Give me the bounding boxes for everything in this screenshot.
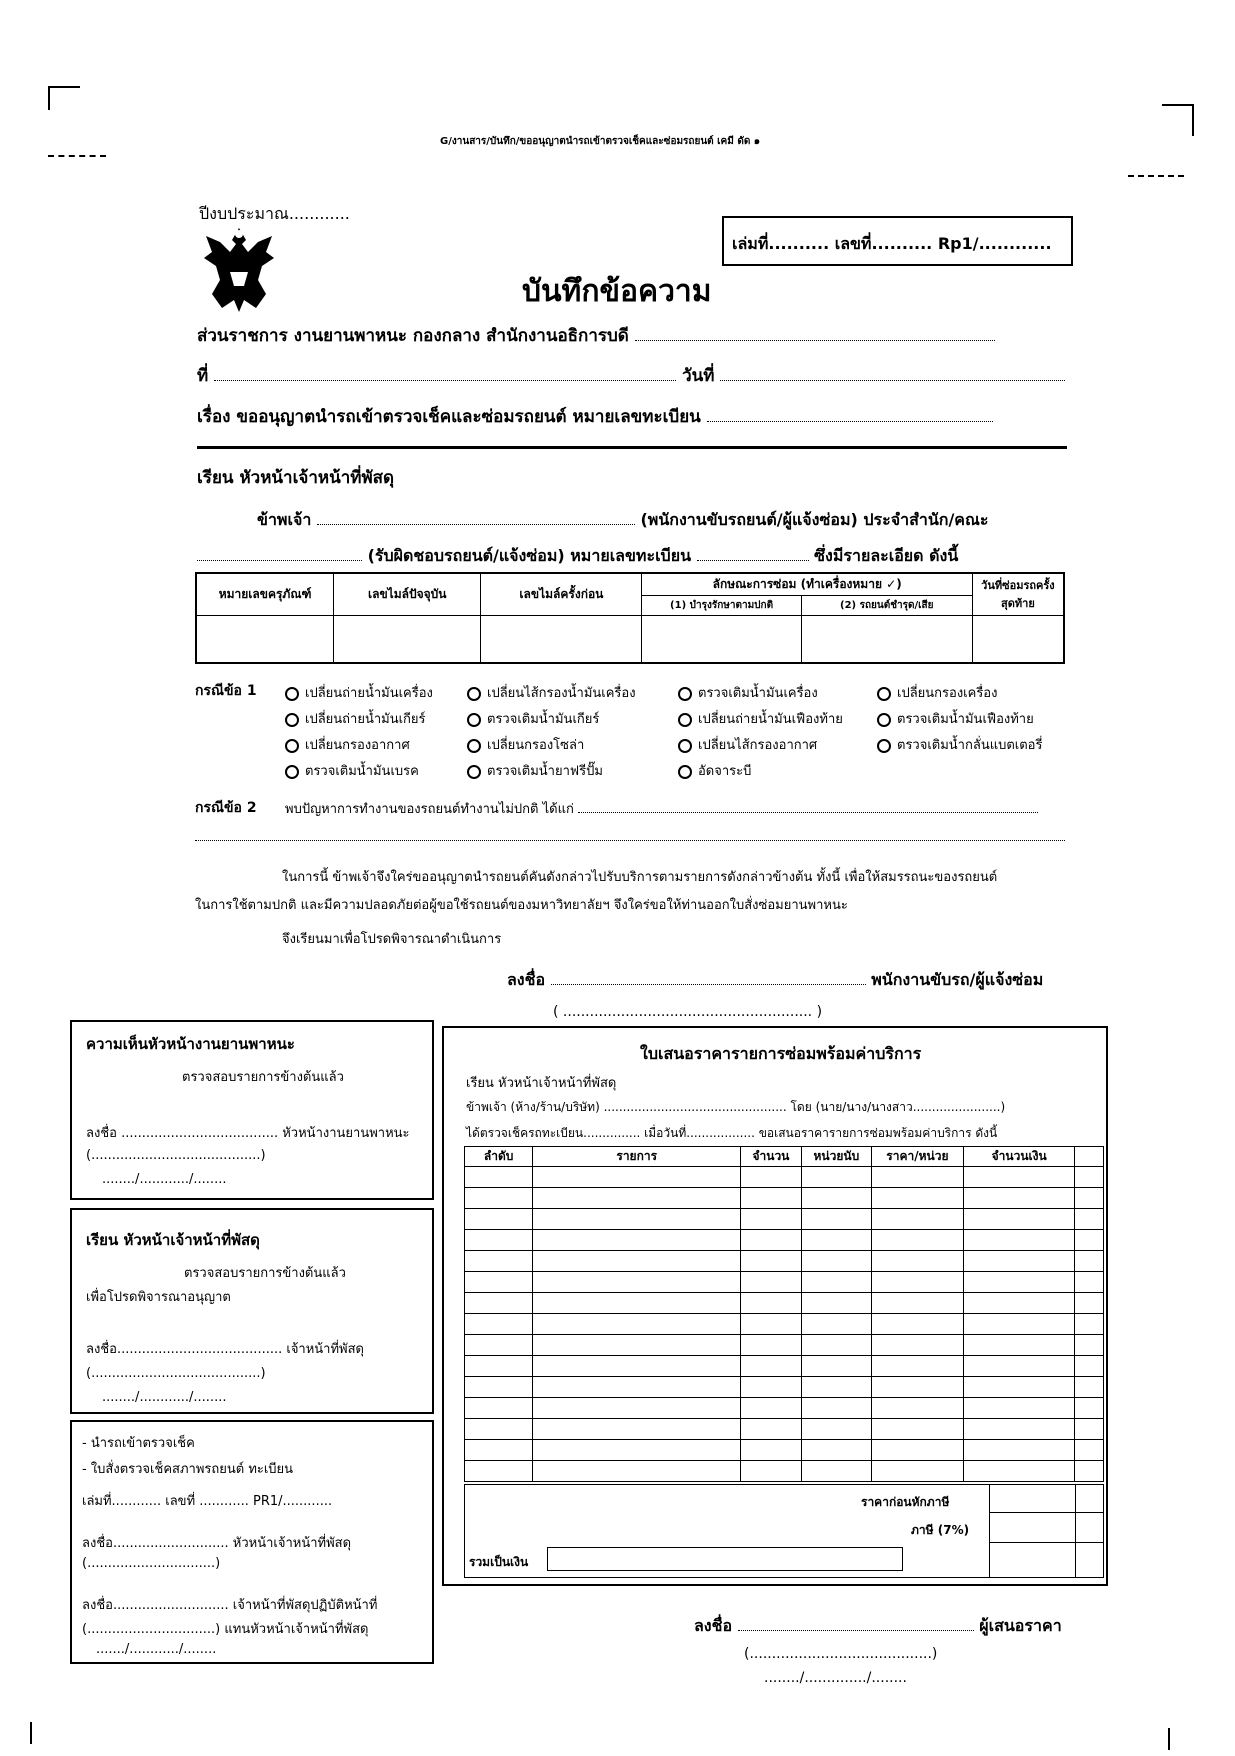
cell-satang[interactable] [1075, 1398, 1104, 1419]
cell-amount[interactable] [963, 1314, 1075, 1335]
date-dots [720, 366, 1065, 381]
qcol-amount: จำนวนเงิน [963, 1147, 1075, 1167]
cell-current-mileage[interactable] [334, 615, 481, 663]
cell-unit-price[interactable] [871, 1251, 963, 1272]
cell-unit-price[interactable] [871, 1167, 963, 1188]
cell-no[interactable] [465, 1272, 533, 1293]
cell-qty[interactable] [741, 1356, 802, 1377]
dash-mark-left [48, 155, 106, 157]
registration-tail: ซึ่งมีรายละเอียด ดังนี้ [814, 546, 959, 565]
request-paragraph-3: จึงเรียนมาเพื่อโปรดพิจารณาดำเนินการ [282, 932, 502, 947]
requester-label: ข้าพเจ้า [257, 510, 312, 529]
subject-line [197, 403, 1067, 430]
cell-unit-price[interactable] [871, 1230, 963, 1251]
sub-col-maintenance: (1) บำรุงรักษาตามปกติ [642, 595, 801, 615]
cell-amount[interactable] [963, 1461, 1075, 1482]
cell-unit-price[interactable] [871, 1461, 963, 1482]
total-label: รวมเป็นเงิน [469, 1555, 529, 1569]
subtotal-label: ราคาก่อนหักภาษี [861, 1495, 950, 1509]
qcol-unit-price: ราคา/หน่วย [871, 1147, 963, 1167]
quotation-row [465, 1230, 1104, 1251]
quotation-row [465, 1377, 1104, 1398]
quotation-rows [465, 1167, 1104, 1482]
option-label: เปลี่ยนถ่ายน้ำมันเฟืองท้าย [698, 712, 843, 727]
cell-no[interactable] [465, 1461, 533, 1482]
radio-icon [285, 713, 299, 727]
cell-satang[interactable] [1075, 1209, 1104, 1230]
cell-satang[interactable] [1075, 1230, 1104, 1251]
no-dots [214, 366, 676, 381]
cell-item[interactable] [533, 1356, 741, 1377]
cell-unit[interactable] [801, 1335, 871, 1356]
department-dots [635, 326, 995, 341]
quotation-row [465, 1440, 1104, 1461]
detail-table [195, 572, 1065, 664]
radio-icon [285, 739, 299, 753]
cell-unit-price[interactable] [871, 1293, 963, 1314]
cell-amount[interactable] [963, 1398, 1075, 1419]
quote-sign-role: ผู้เสนอราคา [979, 1616, 1062, 1635]
corner-mark-top-left [48, 86, 80, 110]
inspection-order-box [70, 1420, 434, 1664]
cell-no[interactable] [465, 1188, 533, 1209]
quotation-row [465, 1356, 1104, 1377]
option-label: เปลี่ยนถ่ายน้ำมันเกียร์ [305, 712, 426, 727]
total-cell[interactable] [989, 1543, 1103, 1577]
option-label: เปลี่ยนกรองโซล่า [487, 738, 585, 753]
option-label: ตรวจเติมน้ำมันเฟืองท้าย [897, 712, 1034, 727]
radio-icon [467, 765, 481, 779]
requester-line [257, 508, 1067, 533]
cell-unit-price[interactable] [871, 1314, 963, 1335]
cell-no[interactable] [465, 1356, 533, 1377]
requester-name-paren: ( ........................................................ ) [553, 1004, 823, 1020]
option-label: ตรวจเติมน้ำยาฟรีปั๊ม [487, 764, 603, 779]
order-date[interactable]: ......./............/........ [96, 1642, 217, 1657]
option-air-filter-change[interactable] [285, 734, 410, 755]
registration-dots [697, 546, 809, 561]
cell-qty[interactable] [741, 1209, 802, 1230]
order-line-1: - นำรถเข้าตรวจเช็ค [82, 1436, 195, 1451]
cell-no[interactable] [465, 1209, 533, 1230]
quote-sign-dots[interactable] [738, 1616, 974, 1631]
order-paren-1[interactable]: (...............................) [82, 1556, 221, 1571]
cell-satang[interactable] [1075, 1293, 1104, 1314]
quotation-row [465, 1272, 1104, 1293]
quotation-name-paren[interactable]: (.........................................) [744, 1646, 938, 1662]
cell-item[interactable] [533, 1335, 741, 1356]
cell-unit-price[interactable] [871, 1440, 963, 1461]
supply-head-title: เรียน หัวหน้าเจ้าหน้าที่พัสดุ [86, 1231, 260, 1249]
cell-unit-price[interactable] [871, 1419, 963, 1440]
cell-item[interactable] [533, 1398, 741, 1419]
case2-text: พบปัญหาการทำงานของรถยนต์ทำงานไม่ปกติ ได้แก่ [285, 802, 574, 817]
order-sign-2[interactable]: ลงชื่อ............................ เจ้าหน้าที่พัสดุปฏิบัติหน้าที่ [82, 1598, 378, 1613]
head-opinion-checked: ตรวจสอบรายการข้างต้นแล้ว [182, 1070, 344, 1085]
quotation-table [464, 1146, 1104, 1482]
cell-item[interactable] [533, 1209, 741, 1230]
cell-no[interactable] [465, 1293, 533, 1314]
option-engine-oil-change[interactable] [285, 682, 433, 703]
radio-icon [467, 739, 481, 753]
garuda-emblem [200, 222, 278, 314]
cell-qty[interactable] [741, 1440, 802, 1461]
col-repair-type: ลักษณะการซ่อม (ทำเครื่องหมาย ✓) [642, 573, 972, 595]
quotation-row [465, 1335, 1104, 1356]
cell-qty[interactable] [741, 1398, 802, 1419]
supply-head-checked: ตรวจสอบรายการข้างต้นแล้ว [184, 1266, 346, 1281]
cell-unit[interactable] [801, 1440, 871, 1461]
date-label: วันที่ [682, 366, 715, 386]
cell-qty[interactable] [741, 1188, 802, 1209]
qcol-no: ลำดับ [465, 1147, 533, 1167]
requester-signature [507, 968, 1043, 993]
cell-qty[interactable] [741, 1314, 802, 1335]
dash-mark-right [1128, 175, 1184, 177]
quotation-row [465, 1419, 1104, 1440]
option-engine-filter-change[interactable] [877, 682, 997, 703]
option-differential-oil-change[interactable] [678, 708, 843, 729]
cell-qty[interactable] [741, 1335, 802, 1356]
vat-label: ภาษี (7%) [911, 1523, 970, 1537]
budget-year: ปีงบประมาณ............ [199, 204, 350, 223]
radio-icon [877, 713, 891, 727]
col-previous-mileage: เลขไมล์ครั้งก่อน [481, 573, 642, 615]
cell-item[interactable] [533, 1440, 741, 1461]
cell-no[interactable] [465, 1419, 533, 1440]
quotation-row [465, 1209, 1104, 1230]
cell-amount[interactable] [963, 1209, 1075, 1230]
option-label: ตรวจเติมน้ำมันเบรค [305, 764, 419, 779]
header-rule [197, 446, 1067, 449]
memo-title: บันทึกข้อความ [522, 274, 712, 309]
corner-mark-top-right [1162, 104, 1194, 136]
cell-amount[interactable] [963, 1272, 1075, 1293]
cell-unit[interactable] [801, 1230, 871, 1251]
to-line: เรียน หัวหน้าเจ้าหน้าที่พัสดุ [197, 468, 395, 488]
responsible-dots [197, 546, 362, 561]
option-engine-oil-check[interactable] [678, 682, 818, 703]
head-opinion-box [70, 1020, 434, 1200]
cell-amount[interactable] [963, 1230, 1075, 1251]
quote-sign-label: ลงชื่อ [694, 1616, 733, 1635]
cell-satang[interactable] [1075, 1335, 1104, 1356]
cell-satang[interactable] [1075, 1440, 1104, 1461]
quotation-row [465, 1251, 1104, 1272]
qcol-qty: จำนวน [741, 1147, 802, 1167]
option-diesel-filter-change[interactable] [467, 734, 584, 755]
cell-satang[interactable] [1075, 1167, 1104, 1188]
col-asset-no: หมายเลขครุภัณฑ์ [196, 573, 334, 615]
quotation-signature [694, 1614, 1062, 1639]
book-number-box [722, 216, 1073, 266]
quotation-row [465, 1188, 1104, 1209]
sub-col-damaged: (2) รถยนต์ชำรุด/เสีย [801, 595, 972, 615]
cell-qty[interactable] [741, 1419, 802, 1440]
quotation-line-1[interactable]: ข้าพเจ้า (ห้าง/ร้าน/บริษัท) ................................................ โดย (นาย/นาง/นางสาว.......................) [466, 1100, 1006, 1114]
cell-no[interactable] [465, 1377, 533, 1398]
quotation-row [465, 1461, 1104, 1482]
option-battery-water-check[interactable] [877, 734, 1042, 755]
radio-icon [285, 687, 299, 701]
radio-icon [678, 713, 692, 727]
option-oil-filter-change[interactable] [467, 682, 636, 703]
cell-unit-price[interactable] [871, 1398, 963, 1419]
cell-amount[interactable] [963, 1167, 1075, 1188]
cell-amount[interactable] [963, 1419, 1075, 1440]
cell-unit[interactable] [801, 1188, 871, 1209]
cell-item[interactable] [533, 1419, 741, 1440]
option-brake-fluid-check[interactable] [285, 760, 419, 781]
cell-item[interactable] [533, 1461, 741, 1482]
cell-qty[interactable] [741, 1377, 802, 1398]
cell-satang[interactable] [1075, 1419, 1104, 1440]
cell-unit-price[interactable] [871, 1209, 963, 1230]
cell-qty[interactable] [741, 1293, 802, 1314]
requester-dots [317, 510, 635, 525]
cell-item[interactable] [533, 1377, 741, 1398]
department-text: ส่วนราชการ งานยานพาหนะ กองกลาง สำนักงานอธิการบดี [197, 326, 629, 346]
cell-no[interactable] [465, 1251, 533, 1272]
cell-satang[interactable] [1075, 1314, 1104, 1335]
head-opinion-title: ความเห็นหัวหน้างานยานพาหนะ [86, 1035, 295, 1053]
cell-item[interactable] [533, 1188, 741, 1209]
cell-unit[interactable] [801, 1293, 871, 1314]
case1-label: กรณีข้อ 1 [195, 683, 257, 699]
cell-qty[interactable] [741, 1230, 802, 1251]
cell-unit-price[interactable] [871, 1377, 963, 1398]
cell-no[interactable] [465, 1335, 533, 1356]
radio-icon [877, 687, 891, 701]
cell-unit[interactable] [801, 1377, 871, 1398]
head-opinion-sign[interactable]: ลงชื่อ ...................................... หัวหน้างานยานพาหนะ [86, 1126, 410, 1141]
case2-dots[interactable] [578, 798, 1038, 813]
registration-mid: (รับผิดชอบรถยนต์/แจ้งซ่อม) หมายเลขทะเบียน [367, 546, 691, 565]
cell-unit[interactable] [801, 1251, 871, 1272]
department-line [197, 322, 1067, 349]
cell-amount[interactable] [963, 1377, 1075, 1398]
subject-text: เรื่อง ขออนุญาตนำรถเข้าตรวจเช็คและซ่อมรถยนต์ หมายเลขทะเบียน [197, 407, 701, 427]
cell-item[interactable] [533, 1230, 741, 1251]
cell-unit[interactable] [801, 1356, 871, 1377]
cell-satang[interactable] [1075, 1251, 1104, 1272]
order-book-number[interactable]: เล่มที่............ เลขที่ ............ PR1/............ [82, 1494, 333, 1509]
cell-no[interactable] [465, 1314, 533, 1335]
supply-head-box [70, 1208, 434, 1414]
cell-amount[interactable] [963, 1356, 1075, 1377]
vat-cell[interactable] [989, 1513, 1103, 1543]
supply-head-purpose: เพื่อโปรดพิจารณาอนุญาต [86, 1290, 231, 1305]
cell-unit-price[interactable] [871, 1188, 963, 1209]
cell-amount[interactable] [963, 1188, 1075, 1209]
radio-icon [285, 765, 299, 779]
subtotal-cell[interactable] [989, 1485, 1103, 1513]
cell-satang[interactable] [1075, 1188, 1104, 1209]
radio-icon [678, 765, 692, 779]
cell-item[interactable] [533, 1167, 741, 1188]
cell-no[interactable] [465, 1230, 533, 1251]
sign-role: พนักงานขับรถ/ผู้แจ้งซ่อม [871, 970, 1044, 989]
option-gear-oil-check[interactable] [467, 708, 599, 729]
total-amount-box[interactable] [547, 1547, 903, 1571]
radio-icon [467, 713, 481, 727]
option-air-filter-element-change[interactable] [678, 734, 817, 755]
cell-qty[interactable] [741, 1167, 802, 1188]
bottom-tick-right [1168, 1728, 1170, 1750]
cell-unit-price[interactable] [871, 1272, 963, 1293]
quotation-to: เรียน หัวหน้าเจ้าหน้าที่พัสดุ [466, 1076, 617, 1091]
subject-dots [707, 407, 993, 422]
radio-icon [877, 739, 891, 753]
cell-item[interactable] [533, 1251, 741, 1272]
cell-amount[interactable] [963, 1293, 1075, 1314]
bottom-tick-left [30, 1722, 32, 1744]
qcol-satang [1075, 1147, 1104, 1167]
cell-previous-mileage[interactable] [481, 615, 642, 663]
radio-icon [678, 687, 692, 701]
case2-extra-line[interactable] [195, 840, 1065, 841]
cell-damaged[interactable] [801, 615, 972, 663]
cell-amount[interactable] [963, 1440, 1075, 1461]
qcol-unit: หน่วยนับ [801, 1147, 871, 1167]
satang-divider [1075, 1485, 1076, 1577]
cell-unit[interactable] [801, 1314, 871, 1335]
cell-unit[interactable] [801, 1461, 871, 1482]
cell-unit[interactable] [801, 1209, 871, 1230]
radio-icon [467, 687, 481, 701]
sign-label: ลงชื่อ [507, 970, 546, 989]
radio-icon [678, 739, 692, 753]
registration-line [197, 544, 1067, 569]
cell-satang[interactable] [1075, 1461, 1104, 1482]
option-greasing[interactable] [678, 760, 751, 781]
case2-line [285, 798, 1065, 819]
option-label: ตรวจเติมน้ำมันเกียร์ [487, 712, 600, 727]
cell-qty[interactable] [741, 1251, 802, 1272]
option-free-pump-fluid-check[interactable] [467, 760, 603, 781]
cell-no[interactable] [465, 1398, 533, 1419]
quotation-row [465, 1167, 1104, 1188]
cell-unit-price[interactable] [871, 1356, 963, 1377]
no-label: ที่ [197, 366, 209, 386]
cell-qty[interactable] [741, 1272, 802, 1293]
order-line-2: - ใบสั่งตรวจเช็คสภาพรถยนต์ ทะเบียน [82, 1462, 294, 1477]
number-date-line [197, 362, 1067, 389]
cell-item[interactable] [533, 1314, 741, 1335]
cell-amount[interactable] [963, 1335, 1075, 1356]
supply-head-sign[interactable]: ลงชื่อ........................................ เจ้าหน้าที่พัสดุ [86, 1342, 365, 1357]
cell-unit[interactable] [801, 1419, 871, 1440]
cell-item[interactable] [533, 1272, 741, 1293]
option-label: เปลี่ยนถ่ายน้ำมันเครื่อง [305, 686, 433, 701]
head-opinion-date[interactable]: ......../............/........ [102, 1172, 227, 1187]
file-path: G/งานสาร/บันทึก/ขออนุญาตนำรถเข้าตรวจเช็คและซ่อมรถยนต์ เคมี ดัด ๑ [440, 136, 761, 147]
cell-maintenance[interactable] [642, 615, 801, 663]
cell-last-repair-date[interactable] [972, 615, 1064, 663]
quotation-row [465, 1293, 1104, 1314]
quotation-row [465, 1314, 1104, 1335]
request-paragraph-2: ในการใช้ตามปกติ และมีความปลอดภัยต่อผู้ขอใช้รถยนต์ของมหาวิทยาลัยฯ จึงใคร่ขอให้ท่านออกใบสั่งซ่อมยานพาหนะ [195, 898, 848, 913]
sign-dots[interactable] [551, 970, 866, 985]
quotation-row [465, 1398, 1104, 1419]
head-opinion-paren[interactable]: (.........................................) [86, 1148, 266, 1163]
cell-satang[interactable] [1075, 1356, 1104, 1377]
col-current-mileage: เลขไมล์ปัจจุบัน [334, 573, 481, 615]
option-label: เปลี่ยนไส้กรองน้ำมันเครื่อง [487, 686, 636, 701]
quotation-box [442, 1026, 1108, 1586]
option-differential-oil-check[interactable] [877, 708, 1034, 729]
cell-qty[interactable] [741, 1461, 802, 1482]
cell-no[interactable] [465, 1167, 533, 1188]
request-paragraph-1: ในการนี้ ข้าพเจ้าจึงใคร่ขออนุญาตนำรถยนต์คันดังกล่าวไปรับบริการตามรายการดังกล่าวข้างต้น ทั้งนี้ เพื่อให้สมรรถนะของรถยนต์ [282, 870, 998, 885]
option-label: เปลี่ยนไส้กรองอากาศ [698, 738, 818, 753]
option-gear-oil-change[interactable] [285, 708, 426, 729]
cell-unit[interactable] [801, 1167, 871, 1188]
cell-unit[interactable] [801, 1398, 871, 1419]
book-number: เล่มที่.......... เลขที่.......... Rp1/............ [732, 234, 1052, 253]
cell-unit-price[interactable] [871, 1335, 963, 1356]
option-label: เปลี่ยนกรองอากาศ [305, 738, 410, 753]
quotation-summary [464, 1484, 1104, 1578]
cell-satang[interactable] [1075, 1377, 1104, 1398]
cell-satang[interactable] [1075, 1272, 1104, 1293]
case2-label: กรณีข้อ 2 [195, 800, 257, 816]
quotation-line-2[interactable]: ได้ตรวจเช็ครถทะเบียน............... เมื่อวันที่.................. ขอเสนอราคารายการซ่อมพร้อมค่าบริการ ดังนี้ [466, 1126, 998, 1140]
order-paren-2[interactable]: (...............................) แทนหัวหน้าเจ้าหน้าที่พัสดุ [82, 1622, 369, 1637]
option-label: ตรวจเติมน้ำกลั่นแบตเตอรี่ [897, 738, 1043, 753]
option-label: เปลี่ยนกรองเครื่อง [897, 686, 998, 701]
quotation-date[interactable]: ......../............../........ [764, 1670, 907, 1686]
option-label: อัดจาระบี [698, 764, 752, 779]
cell-item[interactable] [533, 1293, 741, 1314]
supply-head-date[interactable]: ......../............/........ [102, 1390, 227, 1405]
requester-tail: (พนักงานขับรถยนต์/ผู้แจ้งซ่อม) ประจำสำนัก/คณะ [640, 510, 989, 529]
cell-amount[interactable] [963, 1251, 1075, 1272]
col-last-repair-date: วันที่ซ่อมรถครั้งสุดท้าย [972, 573, 1064, 615]
cell-unit[interactable] [801, 1272, 871, 1293]
cell-asset-no[interactable] [196, 615, 334, 663]
quotation-title: ใบเสนอราคารายการซ่อมพร้อมค่าบริการ [640, 1044, 922, 1063]
order-sign-1[interactable]: ลงชื่อ............................ หัวหน้าเจ้าหน้าที่พัสดุ [82, 1536, 352, 1551]
cell-no[interactable] [465, 1440, 533, 1461]
qcol-item: รายการ [533, 1147, 741, 1167]
supply-head-paren[interactable]: (.........................................) [86, 1366, 266, 1381]
option-label: ตรวจเติมน้ำมันเครื่อง [698, 686, 818, 701]
